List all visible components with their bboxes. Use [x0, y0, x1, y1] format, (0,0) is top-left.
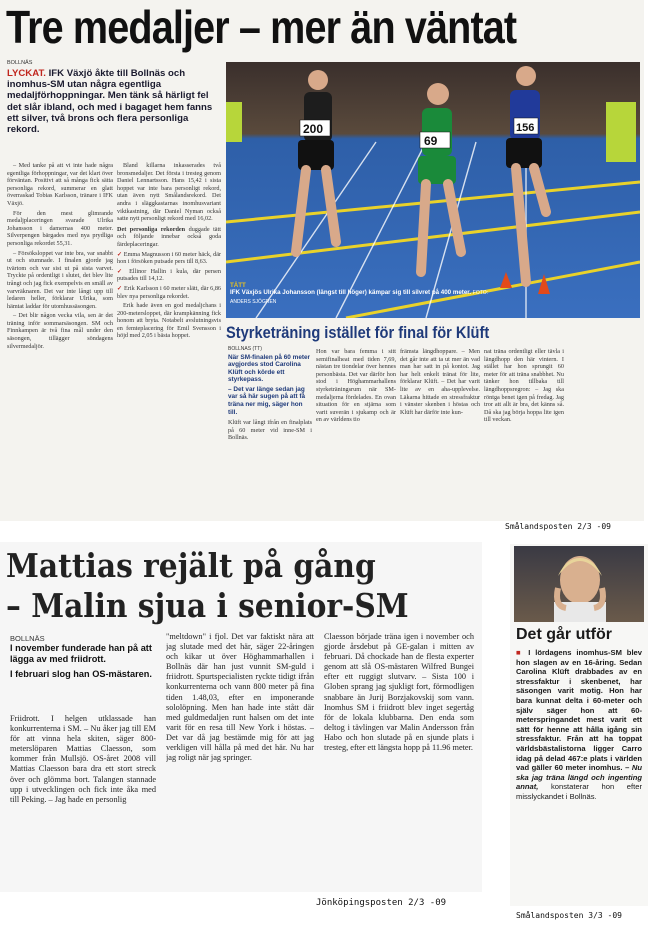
clip-jonkopingsposten	[0, 542, 482, 892]
lead-2: I februari slog han OS-mästaren.	[10, 669, 152, 679]
sub-column-4: nat träna ordentligt eller tävla i längdhopp den här vintern. I stället har hon sprungit 60 meter för att träna snabbhet. Nu tänker hon tillbaka till längdhoppsregron: – Jag ska röntga benet igen på fredag. Jag tror att allt är bra, det känns så. Då ska jag börja hoppa lite igen till veckan.	[484, 348, 564, 424]
records-intro: duggade tätt och följande innebar också goda färdeplaceringar.	[117, 225, 221, 248]
bullet-square: ■	[516, 648, 524, 657]
paragraph: För den mest glimrande medaljplaceringen svarade Ulrika Johansson i damernas 400 meter. Silverpengen bärgades med nya prydliga personliga rekordet 55,31.	[7, 209, 113, 247]
sub-lead: När SM-finalen på 60 meter avgjordes stod Carolina Klüft och körde ett styrkepass.	[228, 353, 311, 384]
sub-headline: Styrketräning istället för final för Klüft	[226, 323, 490, 342]
records-head: Det personliga rekorden	[117, 225, 186, 233]
sub-paragraph: Klüft var långt ifrån en finalplats på 60 meter vid inne-SM i Bollnäs.	[228, 419, 312, 442]
paragraph: Claesson började träna igen i november och gjorde årsdebut på GE-galan i mitten av februari. Då chockade han de flesta experter genom att slå OS-mästaren Wilfred Bungei efter ett ruggigt slutvarv. – Sista 100 i Globen sprang jag sjukligt fort, förmodligen snabbare än Jurij Borzjakovskij som vann. Inomhus SM i friidrott blev inget segertåg för de lokala klubbarna. Den enda som deltog i tävlingen var Malin Andersson från Habo och hon slutade på en sjunde plats i tresteg, efter ett längsta hopp på 11.96 meter.	[324, 632, 474, 753]
lead-block	[10, 634, 160, 680]
paragraph: Erik hade även en god medaljchans i 200-metersloppet, där krampkänning fick honom att bryta. Notabelt avslutningsvis en femteplacering för Emil Svensson i höjd med 2,05 i bästa hoppet.	[117, 302, 221, 340]
check-icon: ✓	[117, 284, 123, 292]
record-item: Emma Magnusson i 60 meter häck, där hon i försöken putsade pers till 8,63.	[117, 250, 221, 266]
check-icon: ✓	[117, 267, 125, 275]
klueft-photo-drawing	[514, 546, 644, 622]
body-text: I lördagens inomhus-SM blev hon slagen av en 16-åring. Sedan Carolina Klüft drabbades av en stressfaktur i skenbenet, har säsongen varit motig. Hon har bara kunnat delta i 60-meter och själv säger hon att 60-meterspringandet mest varit ett sätt för henne att hålla igång sin stressfaktur. Från att ha toppat världsbästalistorna ligger Carro idag på delad 467:e plats i världen vad gäller 60 meter inomhus.	[516, 648, 642, 773]
source-label: Smålandsposten 3/3 -09	[516, 911, 622, 920]
record-item: Ellinor Hallin i kula, där persen putsades till 14,12.	[117, 267, 221, 283]
headline: Tre medaljer – mer än väntat	[6, 1, 517, 53]
body	[516, 648, 642, 802]
sub-dateline: BOLLNÄS (TT)	[228, 346, 262, 352]
lead-kicker: LYCKAT.	[7, 68, 46, 79]
lead	[7, 68, 219, 135]
runner-200	[296, 70, 336, 252]
photo-caption	[230, 282, 490, 306]
caption-text: IFK Växjös Ulrika Johansson (längst till höger) kämpar sig till silvret på 400 meter.	[230, 289, 472, 297]
paragraph: Friidrott. I helgen utklassade han konkurrenterna i SM. – Nu åker jag till EM för att vinna hela skiten, säger 800-meterslöparen Mattias Claesson, som kommer från Mullsjö. OS-året 2008 vill Mattias Claesson bara dra ett stort streck över och glömma bort. Talangen stannade upp i utvecklingen och fick inte åka med till Peking. – Jag hade en personlig	[10, 714, 156, 804]
photo-credit: FOTO: ANDERS SJÖGREN	[230, 290, 488, 305]
dateline: BOLLNÄS	[10, 634, 45, 643]
sub-column-2: Hon var bara femma i sitt semifinalheat med tiden 7,69, nästan tre tiondelar över hennes personbästa. Det var därför hon stod i Höghammarhallens styrketräningsrum när SM-medaljerna fördelades. En ovan situation för en stjärna som varit suverän i sjukamp och är en av världens tio	[316, 348, 396, 424]
tail: konstaterar hon efter misslyckandet i Bollnäs.	[516, 782, 642, 801]
headline-line-1: Mattias rejält på gång	[6, 546, 376, 585]
bib-number: 156	[516, 122, 535, 134]
check-icon: ✓	[117, 250, 123, 258]
paragraph: "meltdown" i fjol. Det var faktiskt nära att jag slutade med det här, säger 22-åringen och kikar ut över Höghammarhallen i Bollnäs där han just vunnit SM-guld i friidrott. Spurtspecialisten ryckte tidigt ifrån konkurrenterna och vann 800 meter på fina tiden 1.48,03, efter en imponerande sololöpning. Men han hade inte stått där med guldmedaljen runt halsen om det inte varit för en resa till New York i höstas. – Det var då jag bestämde mig för att jag verkligen vill hålla på med det här. Nu har jag roligt när jag springer.	[166, 632, 314, 763]
paragraph: – Det blir någon vecka vila, sen är det träning inför sommarsäsongen. SM och Finnkampen är två fina mål under den säsongen, tillägger söndagens silvermedaljör.	[7, 312, 113, 350]
source-label: Jönköpingsposten 2/3 -09	[316, 898, 447, 908]
race-photo-drawing	[226, 62, 640, 318]
caption-title: TÄTT	[230, 282, 246, 289]
klueft-photo	[514, 546, 644, 622]
clip-smalandsposten-2	[510, 544, 648, 906]
paragraph: – Med tanke på att vi inte hade några egentliga förhoppningar, var det klart över förväntan. Positivt att så många fick sätta personliga rekord, summerar en glatt överraskad Tobias Karlsson, tränare i IFK Växjö.	[7, 162, 113, 207]
quote: – Nu ska jag träna längd och ingenting annat,	[516, 763, 642, 792]
body-column-1	[7, 162, 113, 512]
sub-column-3: främsta längdhoppare. – Men det går inte att ta ut mer än vad man har satt in på kontot. Jag har helt enkelt tränat för lite, förklarar Klüft. – Det har varit lite av en aha-upplevelse. Läkarna hittade en stressfraktur i vänster skenben i höstas och Klüft har därför inte kun-	[400, 348, 480, 416]
headline-line-2: – Malin sjua i senior-SM	[6, 586, 409, 625]
body-column-2	[117, 162, 221, 512]
paragraph: Bland killarna inkasserades två bronsmedaljer. Det första i tresteg genom Daniel Lennartsson. Hans 15,42 i sista hoppet var inte bara personligt rekord, utan även nytt Smålandsrekord. Det andra i släggkastarnas inomhusvariant viktkastning, där Daniel Nyman också satte nytt personligt rekord med 16,02.	[117, 162, 221, 223]
body-column-1	[10, 714, 156, 886]
body-column-3	[324, 632, 474, 886]
dateline: BOLLNÄS	[7, 60, 33, 66]
lead-text: IFK Växjö åkte till Bollnäs och inomhus-SM utan några egentliga medaljförhoppningar. Men tänk så härligt fel det slår ibland, och med i bagaget hem fanns ett silver, två brons och flera personliga rekord.	[7, 68, 213, 136]
runner-69	[418, 83, 461, 272]
headline	[6, 546, 409, 626]
sub-column-1	[228, 346, 312, 516]
race-photo	[226, 62, 640, 318]
lead-1: I november funderade han på att lägga av med friidrott.	[10, 643, 152, 664]
record-item: Erik Karlsson i 60 meter slätt, där 6,86 blev nya personliga rekordet.	[117, 284, 221, 300]
bib-number: 200	[303, 122, 324, 136]
source-label: Smålandsposten 2/3 -09	[505, 522, 611, 531]
headline: Det går utför	[516, 626, 612, 643]
sub-quote: – Det var länge sedan jag var så här sugen på att få träna ner mig, säger hon till.	[228, 385, 306, 416]
body-column-2	[166, 632, 314, 886]
paragraph: – Försöksloppet var inte bra, var snabbt ut och stumnade. I finalen gjorde jag tvärtom och var sist ut på sista varvet. Tryckte på ordentligt i slutet, det blev lite trångt och jag fick exempelvis en smäll av varvräknaren. Det var inte långt upp till ledaren heller, förklarar Ulrika, som hämtat laddar för utomhussäsongen.	[7, 249, 113, 310]
bib-number: 69	[424, 134, 438, 148]
